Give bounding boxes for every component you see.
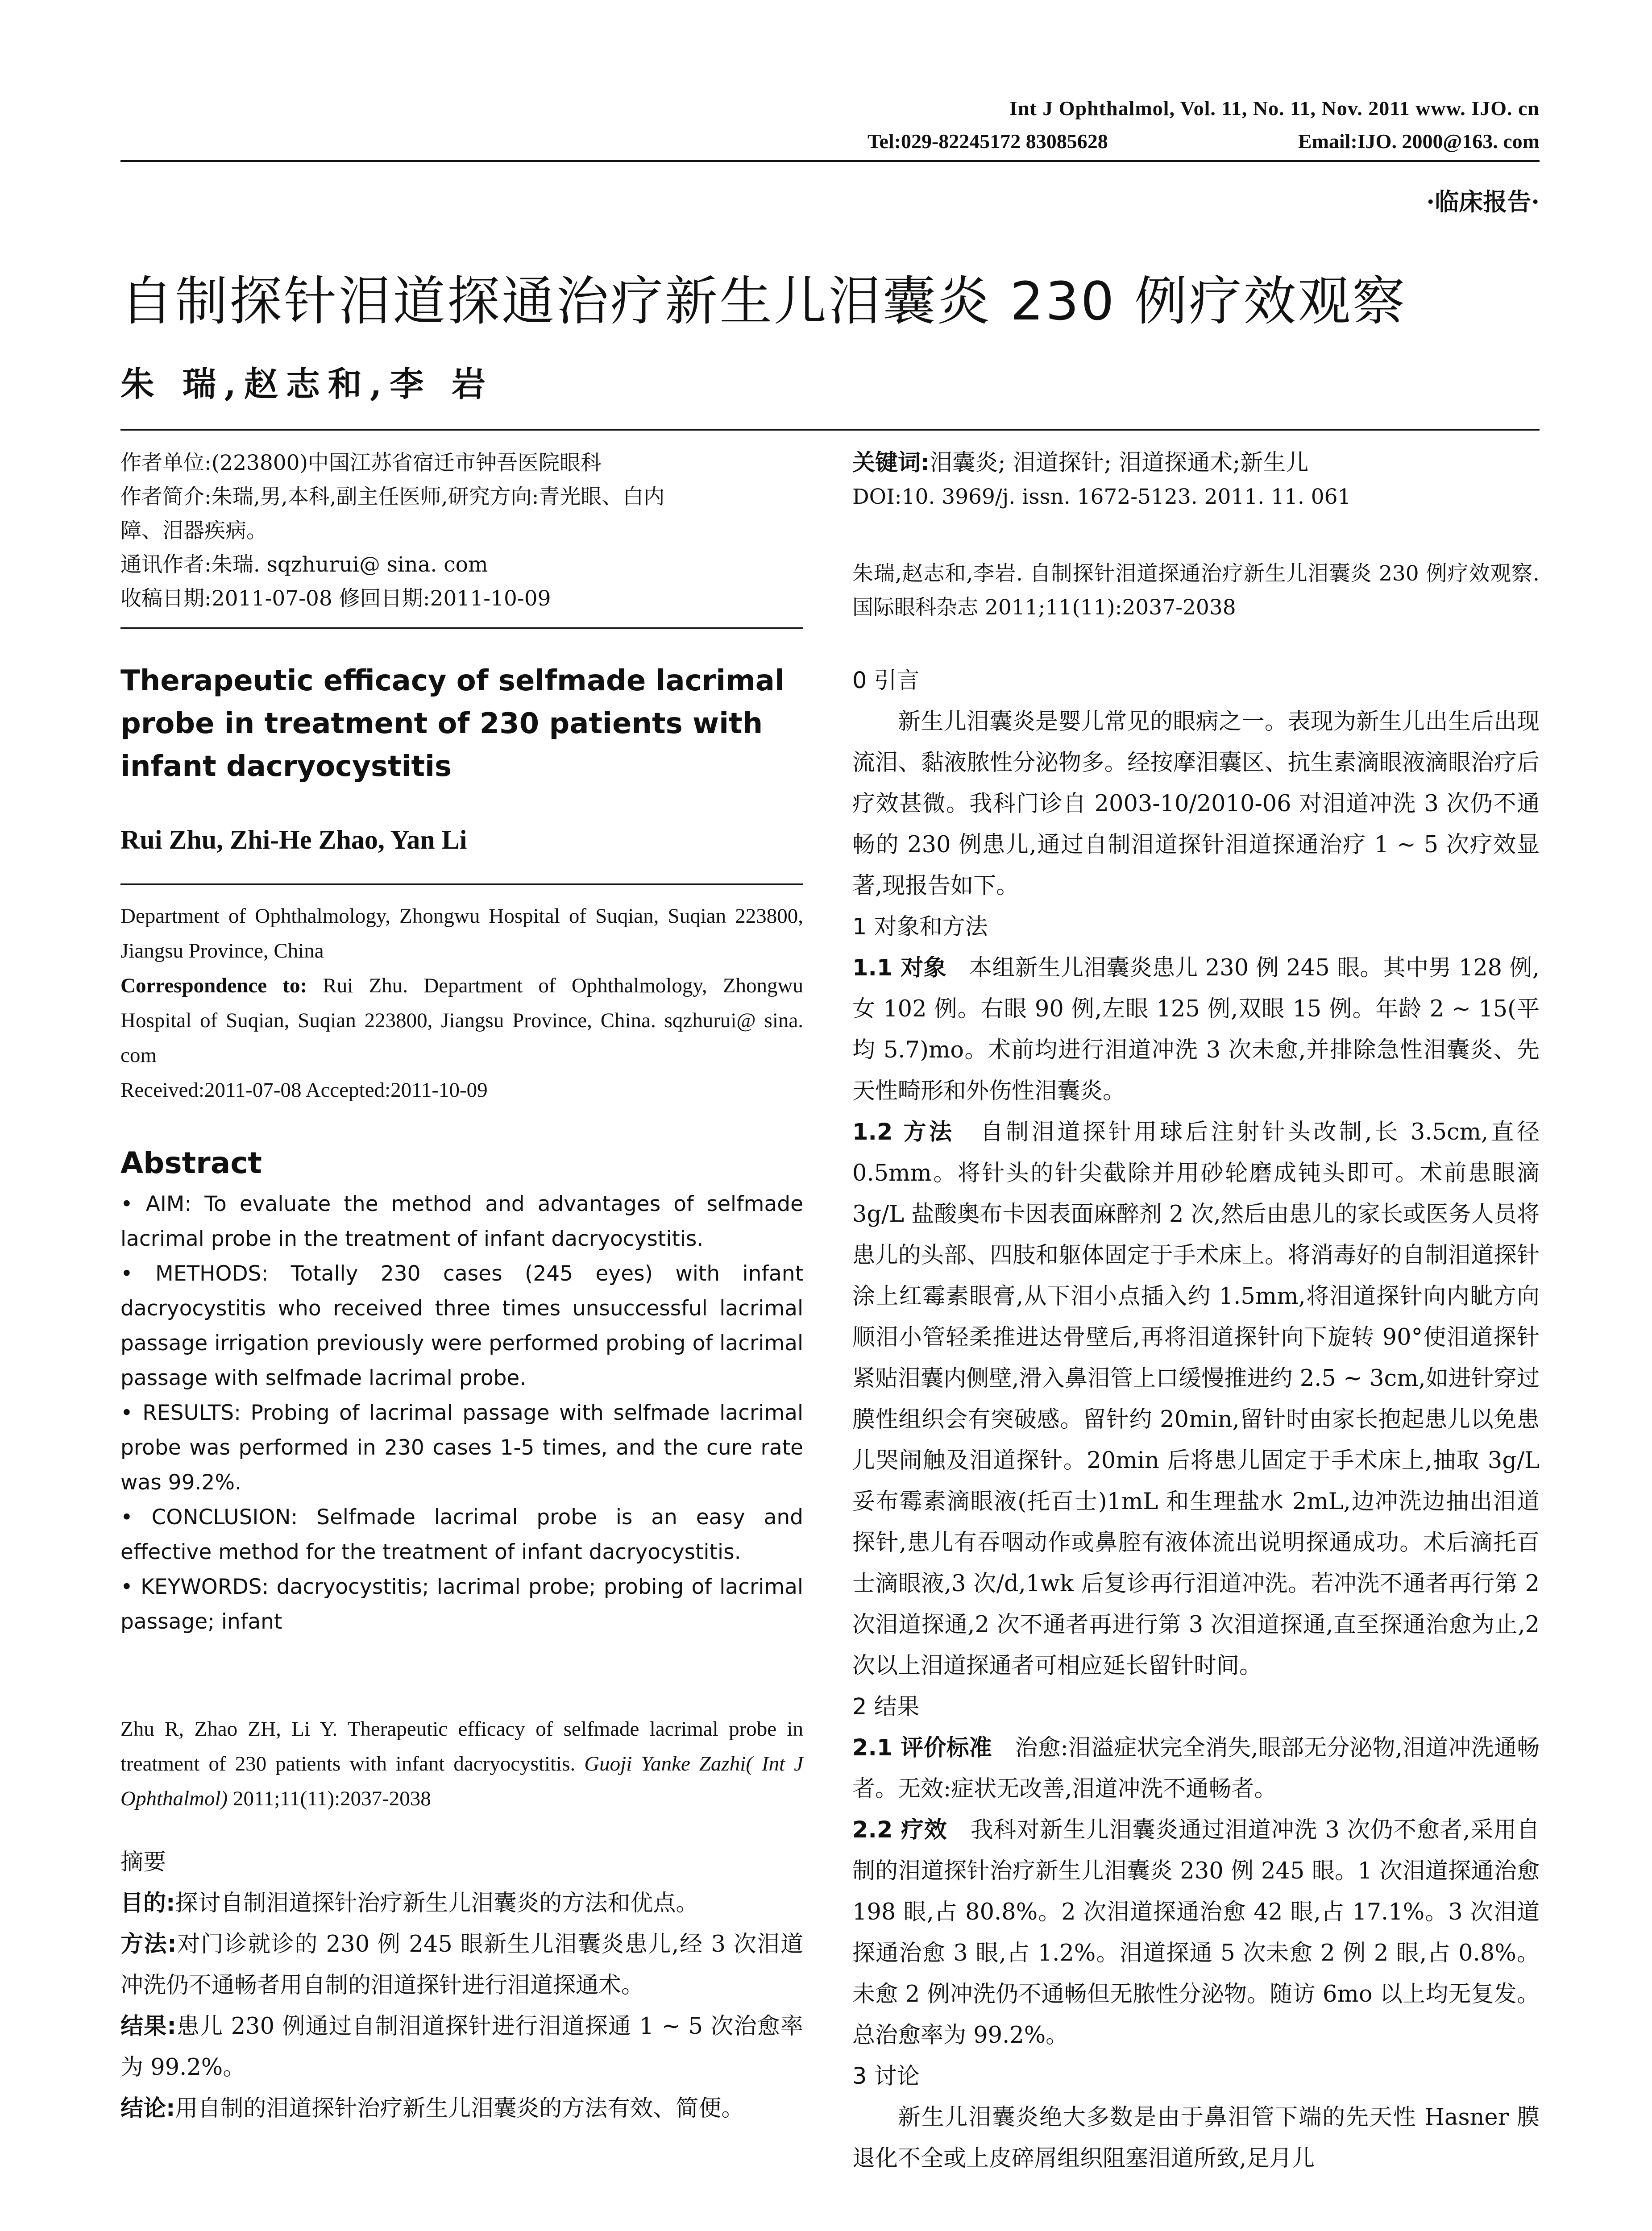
section-0-heading: 0 引言 (852, 668, 920, 694)
section-0-paragraph: 新生儿泪囊炎是婴儿常见的眼病之一。表现为新生儿出生后出现流泪、黏液脓性分泌物多。经按摩泪囊区、抗生素滴眼液滴眼治疗后疗效甚微。我科门诊自 2003-10/2010-06 对泪道冲洗 3 次仍不通畅的 230 例患儿,通过自制泪道探针泪道探通治疗 1 ~ 5 次疗效显著,现报告如下。 (852, 709, 1540, 899)
article-title-en: Therapeutic efficacy of selfmade lacrimal probe in treatment of 230 patients with infant dacryocystitis (120, 664, 784, 783)
section-tag: ·临床报告· (1426, 187, 1540, 216)
section-2-1 (852, 1728, 1540, 1810)
section-1-heading: 1 对象和方法 (852, 914, 988, 940)
abstract-en-conclusion: • CONCLUSION: Selfmade lacrimal probe is an easy and effective method for the treatment of infant dacryocystitis. (120, 1505, 803, 1564)
keywords-block (852, 446, 1540, 514)
keywords-cn (852, 446, 1540, 480)
abstract-cn-purpose-text: 探讨自制泪道探针治疗新生儿泪囊炎的方法和优点。 (175, 1890, 699, 1916)
abstract-cn-result-label: 结果: (120, 2013, 176, 2040)
abstract-cn-method-label: 方法: (120, 1931, 177, 1957)
section-1-2-label: 1.2 方法 (852, 1119, 955, 1145)
section-3-paragraph: 新生儿泪囊炎绝大多数是由于鼻泪管下端的先天性 Hasner 膜退化不全或上皮碎屑组织阻塞泪道所致,足月儿 (852, 2104, 1540, 2172)
article-body (852, 660, 1540, 2179)
dates-en: Received:2011-07-08 Accepted:2011-10-09 (120, 1078, 488, 1102)
abstract-cn-purpose-label: 目的: (120, 1890, 175, 1916)
section-1-1-text: 本组新生儿泪囊炎患儿 230 例 245 眼。其中男 128 例,女 102 例。右眼 90 例,左眼 125 例,双眼 15 例。年龄 2 ~ 15(平均 5.7)mo。术前均进行泪道冲洗 3 次未愈,并排除急性泪囊炎、先天性畸形和外伤性泪囊炎。 (852, 955, 1540, 1104)
author-bio-cn-1: 作者简介:朱瑞,男,本科,副主任医师,研究方向:青光眼、白内 (120, 485, 665, 509)
journal-header-line: Int J Ophthalmol, Vol. 11, No. 11, Nov. 2011 www. IJO. cn (1009, 97, 1540, 120)
section-2-1-label: 2.1 评价标准 (852, 1735, 992, 1761)
title-rule (120, 429, 1540, 431)
citation-en-journal: Guoji Yanke Zazhi( Int J Ophthalmol) (120, 1752, 803, 1810)
abstract-en-keywords: • KEYWORDS: dacryocystitis; lacrimal probe; probing of lacrimal passage; infant (120, 1575, 803, 1634)
section-1-2-text: 自制泪道探针用球后注射针头改制,长 3.5cm,直径 0.5mm。将针头的针尖截除并用砂轮磨成钝头即可。术前患眼滴 3g/L 盐酸奥布卡因表面麻醉剂 2 次,然后由患儿的家长或医务人员将患儿的头部、四肢和躯体固定于手术床上。将消毒好的自制泪道探针涂上红霉素眼膏,从下泪小点插入约 1.5mm,将泪道探针向内眦方向顺泪小管轻柔推进达骨壁后,再将泪道探针向下旋转 90°使泪道探针紧贴泪囊内侧壁,滑入鼻泪管上口缓慢推进约 2.5 ~ 3cm,如进针穿过膜性组织会有突破感。留针约 20min,留针时由家长抱起患儿以免患儿哭闹触及泪道探针。20min 后将患儿固定于手术床上,抽取 3g/L 妥布霉素滴眼液(托百士)1mL 和生理盐水 2mL,边冲洗边抽出泪道探针,患儿有吞咽动作或鼻腔有液体流出说明探通成功。术后滴托百士滴眼液,3 次/d,1wk 后复诊再行泪道冲洗。若冲洗不通者再行第 2 次泪道探通,2 次不通者再进行第 3 次泪道探通,直至探通治愈为止,2 次以上泪道探通者可相应延长留针时间。 (852, 1119, 1540, 1679)
abstract-cn-method-text: 对门诊就诊的 230 例 245 眼新生儿泪囊炎患儿,经 3 次泪道冲洗仍不通畅者用自制的泪道探针进行泪道探通术。 (120, 1931, 803, 1999)
correspondence-cn: 通讯作者:朱瑞. sqzhurui@ sina. com (120, 552, 488, 577)
article-authors-en: Rui Zhu, Zhi-He Zhao, Yan Li (120, 825, 467, 854)
article-authors-cn: 朱 瑞,赵志和,李 岩 (120, 364, 494, 404)
abstract-cn-conclusion-text: 用自制的泪道探针治疗新生儿泪囊炎的方法有效、简便。 (175, 2095, 744, 2122)
abstract-cn-method (120, 1924, 803, 2006)
abstract-cn-result (120, 2006, 803, 2088)
abstract-en-aim: • AIM: To evaluate the method and advantages of selfmade lacrimal probe in the treatment of infant dacryocystitis. (120, 1192, 803, 1251)
affiliation-en: Department of Ophthalmology, Zhongwu Hospital of Suqian, Suqian 223800, Jiangsu Province, China (120, 904, 803, 962)
abstract-cn-conclusion-label: 结论: (120, 2095, 175, 2122)
abstract-cn-heading: 摘要 (120, 1849, 166, 1875)
section-2-1-text: 治愈:泪溢症状完全消失,眼部无分泌物,泪道冲洗通畅者。无效:症状无改善,泪道冲洗不通畅者。 (852, 1735, 1540, 1802)
abstract-en-results: • RESULTS: Probing of lacrimal passage with selfmade lacrimal probe was performed in 230 cases 1-5 times, and the cure rate was 99.2%. (120, 1401, 803, 1495)
citation-cn: 朱瑞,赵志和,李岩. 自制探针泪道探通治疗新生儿泪囊炎 230 例疗效观察. 国际眼科杂志 2011;11(11):2037-2038 (852, 561, 1540, 620)
affiliation-en-block (120, 899, 803, 1107)
section-2-2 (852, 1810, 1540, 2056)
abstract-cn-purpose (120, 1883, 803, 1924)
section-2-2-label: 2.2 疗效 (852, 1817, 947, 1843)
section-1-1 (852, 948, 1540, 1112)
abstract-en-heading: Abstract (120, 1146, 262, 1180)
abstract-cn-body (120, 1883, 803, 2129)
section-1-2 (852, 1112, 1540, 1687)
author-bio-cn-2: 障、泪器疾病。 (120, 518, 267, 543)
section-2-2-text: 我科对新生儿泪囊炎通过泪道冲洗 3 次仍不愈者,采用自制的泪道探针治疗新生儿泪囊炎 230 例 245 眼。1 次泪道探通治愈 198 眼,占 80.8%。2 次泪道探通治愈 42 眼,占 17.1%。3 次泪道探通治愈 3 眼,占 1.2%。泪道探通 5 次未愈 2 例 2 眼,占 0.8%。未愈 2 例冲洗仍不通畅但无脓性分泌物。随访 6mo 以上均无复发。总治愈率为 99.2%。 (852, 1817, 1540, 2049)
section-1-1-label: 1.1 对象 (852, 955, 946, 981)
article-title-cn: 自制探针泪道探通治疗新生儿泪囊炎 230 例疗效观察 (120, 270, 1407, 332)
correspondence-en-text: Rui Zhu. Department of Ophthalmology, Zhongwu Hospital of Suqian, Suqian 223800, Jiangsu Province, China. sqzhurui@ sina. com (120, 974, 803, 1067)
en-authors-rule (120, 883, 803, 885)
correspondence-en (120, 968, 803, 1073)
affiliation-cn: 作者单位:(223800)中国江苏省宿迁市钟吾医院眼科 (120, 451, 602, 475)
doi: DOI:10. 3969/j. issn. 1672-5123. 2011. 11. 061 (852, 485, 1351, 509)
keywords-cn-text: 泪囊炎; 泪道探针; 泪道探通术;新生儿 (930, 450, 1309, 476)
citation-en-main: Zhu R, Zhao ZH, Li Y. Therapeutic efficacy of selfmade lacrimal probe in treatment of 230 patients with infant dacryocystitis. (120, 1717, 803, 1775)
abstract-en-methods: • METHODS: Totally 230 cases (245 eyes) with infant dacryocystitis who received three times unsuccessful lacrimal passage irrigation previously were performed probing of lacrimal passage with selfmade lacrimal probe. (120, 1261, 803, 1390)
abstract-cn-conclusion (120, 2088, 803, 2129)
dates-cn: 收稿日期:2011-07-08 修回日期:2011-10-09 (120, 586, 551, 611)
author-meta-cn (120, 446, 803, 616)
journal-contact-line (868, 129, 1540, 153)
section-3-heading: 3 讨论 (852, 2063, 920, 2090)
correspondence-en-label: Correspondence to: (120, 974, 307, 997)
keywords-cn-label: 关键词: (852, 450, 930, 476)
meta-rule (120, 627, 803, 629)
journal-email: Email:IJO. 2000@163. com (1298, 130, 1540, 153)
citation-en (120, 1712, 803, 1816)
header-rule (120, 160, 1540, 162)
abstract-en-body (120, 1187, 803, 1639)
abstract-cn-result-text: 患儿 230 例通过自制泪道探针进行泪道探通 1 ~ 5 次治愈率为 99.2%。 (120, 2013, 803, 2081)
section-2-heading: 2 结果 (852, 1694, 920, 1720)
journal-tel: Tel:029-82245172 83085628 (868, 130, 1108, 153)
citation-en-tail: 2011;11(11):2037-2038 (228, 1787, 431, 1810)
